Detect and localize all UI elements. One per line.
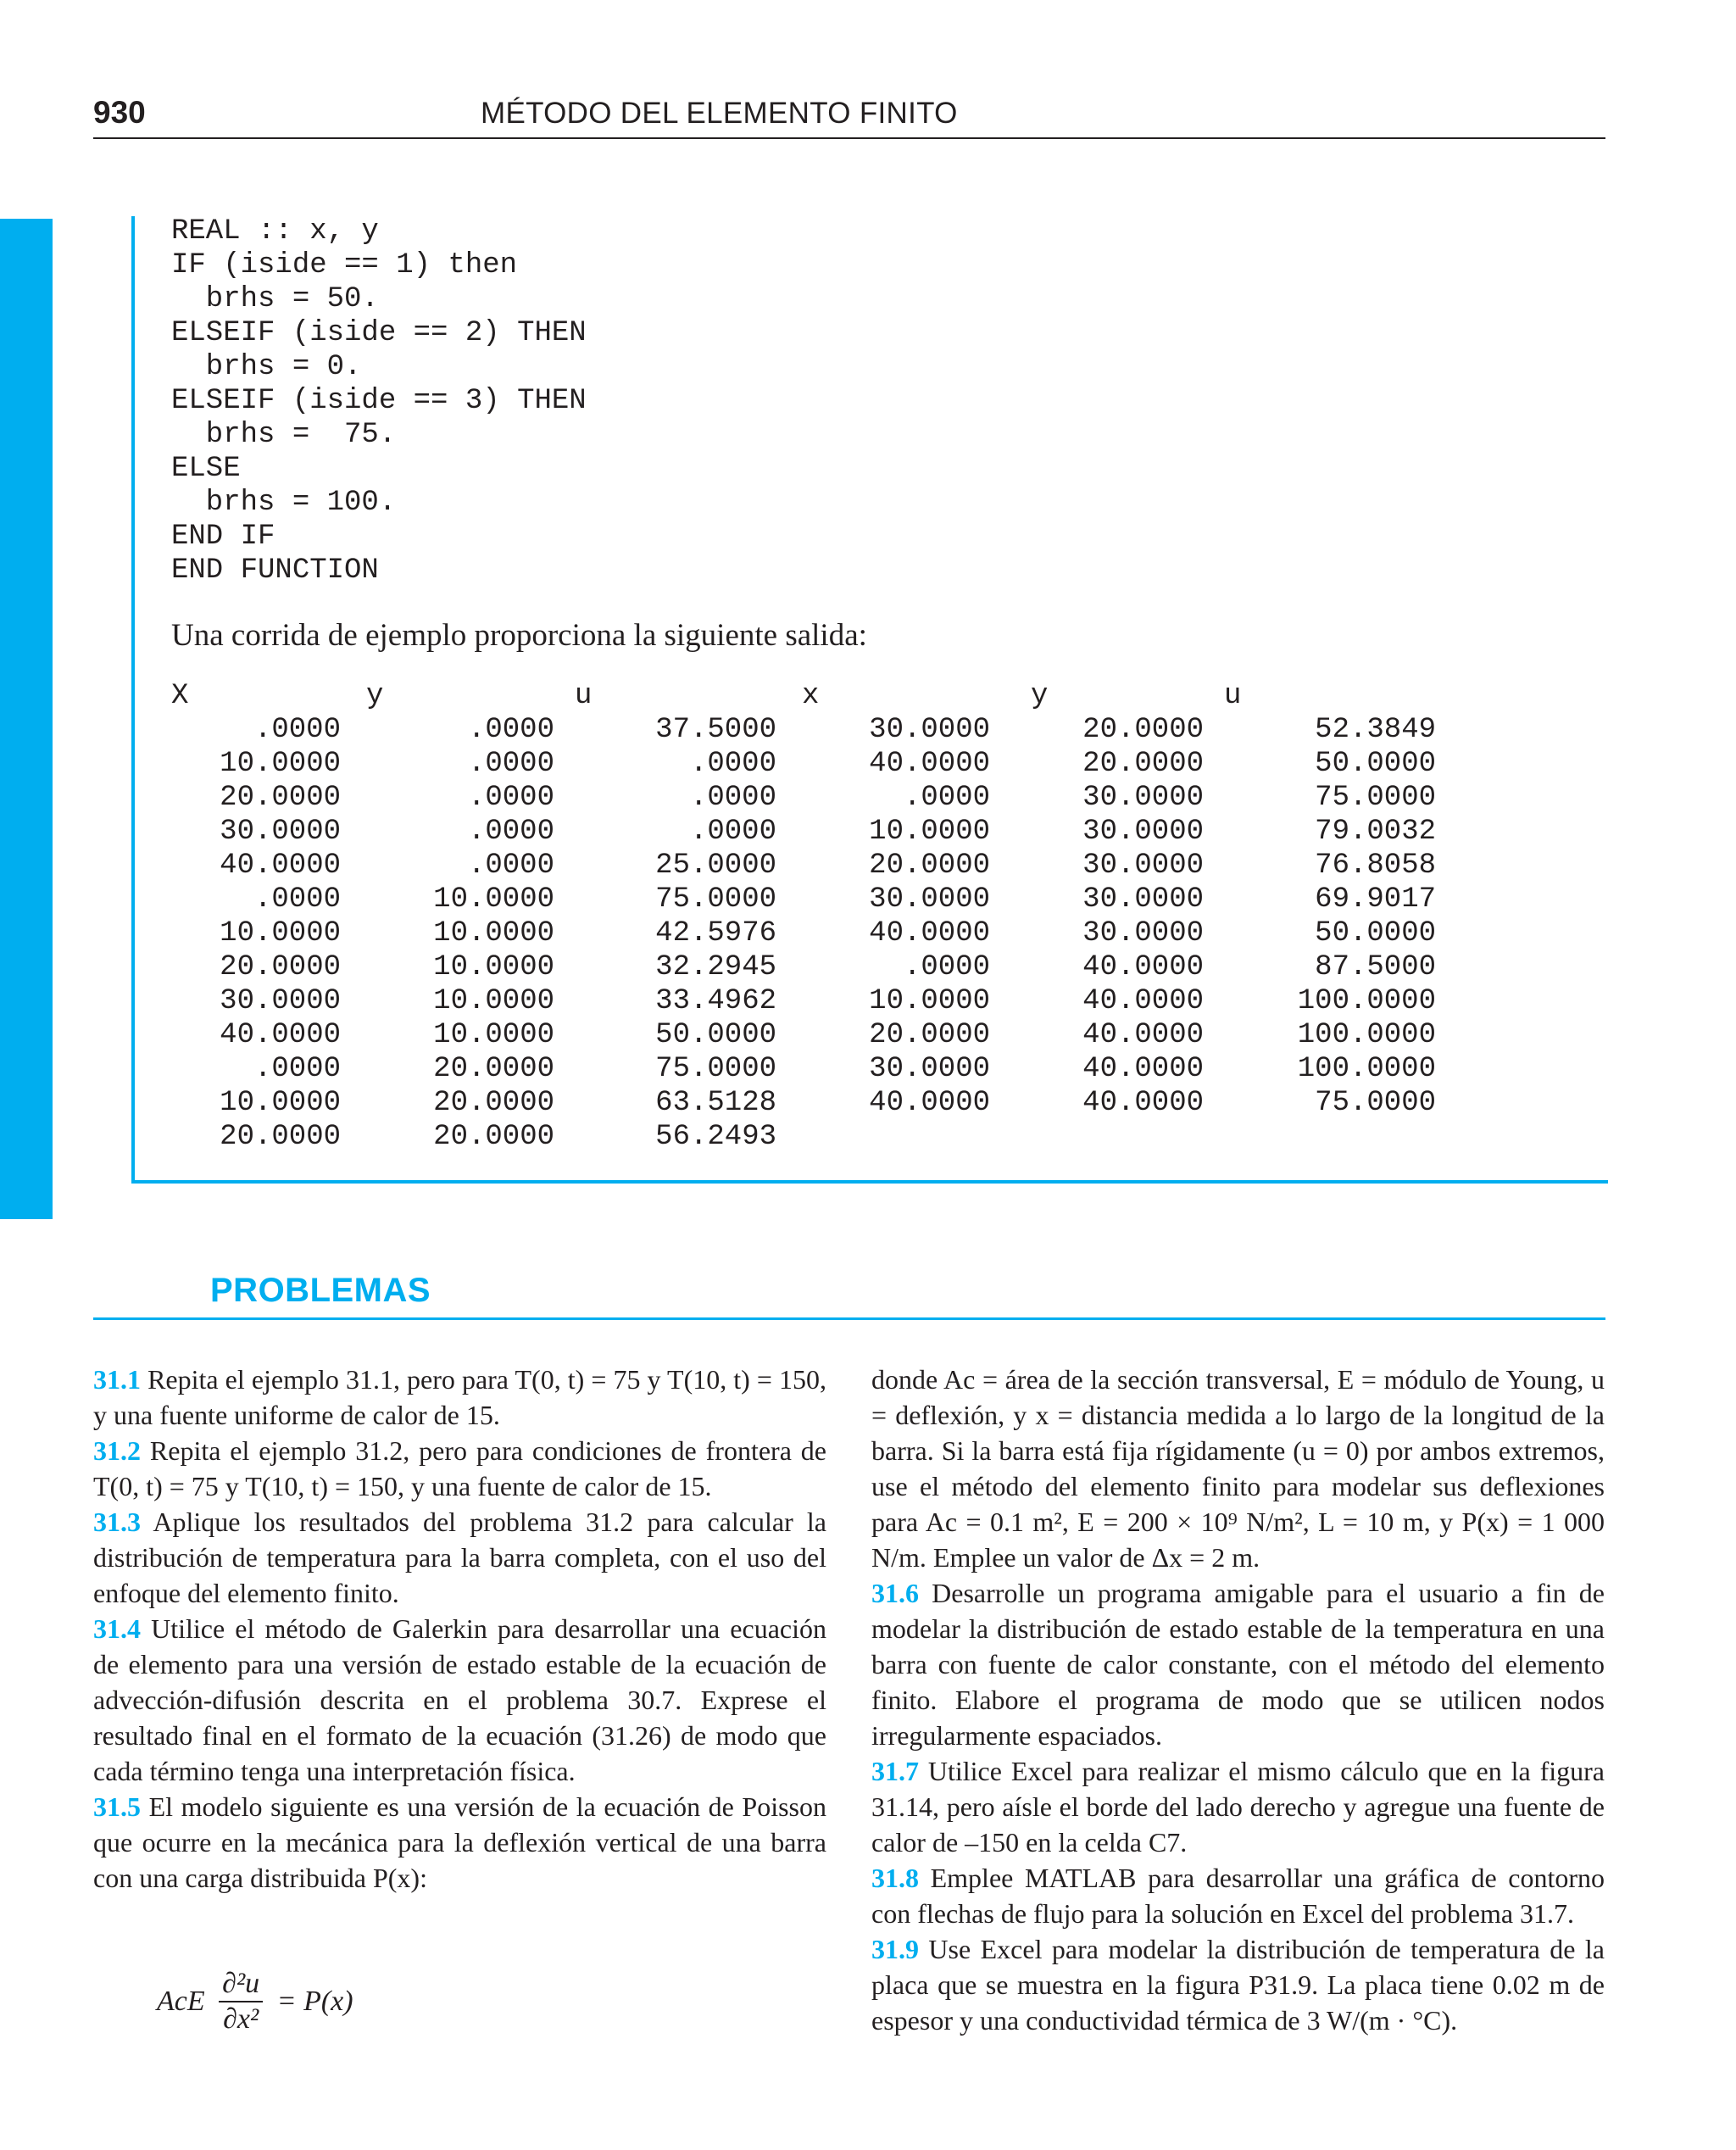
section-rule	[93, 1317, 1605, 1320]
equation-fraction	[219, 1967, 263, 2036]
table-row	[171, 713, 1436, 747]
code-line: brhs = 0.	[171, 351, 362, 383]
table-cell: 10.0000	[220, 917, 341, 950]
table-row	[171, 984, 1436, 1018]
table-cell: 37.5000	[655, 714, 776, 746]
table-cell: 50.0000	[1315, 917, 1436, 950]
table-cell: 10.0000	[433, 951, 554, 983]
table-cell: 20.0000	[220, 1121, 341, 1153]
code-line: REAL :: x, y	[171, 215, 379, 248]
table-cell: .0000	[903, 951, 990, 983]
problem-text: Aplique los resultados del problema 31.2 para calcular la distribución de temperatura para la barra completa, con el uso del enfoque del elemento finito.	[93, 1507, 827, 1608]
table-cell: 32.2945	[655, 951, 776, 983]
problem-text: El modelo siguiente es una versión de la ecuación de Poisson que ocurre en la mecánica para la deflexión vertical de una barra con una carga distribuida P(x):	[93, 1791, 826, 1893]
table-cell: 50.0000	[655, 1019, 776, 1051]
intro-text: Una corrida de ejemplo proporciona la siguiente salida:	[171, 618, 867, 653]
table-cell: .0000	[689, 816, 776, 848]
problem-31-4	[93, 1611, 826, 1789]
table-cell: 75.0000	[1315, 782, 1436, 814]
table-cell: 40.0000	[869, 917, 990, 950]
column-header: y	[1031, 680, 1049, 712]
page-number: 930	[93, 95, 146, 130]
table-cell: 20.0000	[869, 1019, 990, 1051]
table-cell: .0000	[689, 748, 776, 780]
code-line: ELSEIF (iside == 2) THEN	[171, 317, 587, 349]
table-cell: .0000	[467, 849, 554, 882]
problems-right-column	[871, 1362, 1605, 2038]
code-line: END FUNCTION	[171, 554, 379, 587]
column-header: y	[366, 680, 384, 712]
column-header: u	[575, 680, 593, 712]
problem-text: Repita el ejemplo 31.2, pero para condiciones de frontera de T(0, t) = 75 y T(10, t) = 150, y una fuente de calor de 15.	[93, 1435, 827, 1501]
table-cell: 40.0000	[220, 849, 341, 882]
problem-31-7	[871, 1753, 1605, 1860]
table-cell	[776, 1120, 990, 1154]
table-cell: 10.0000	[433, 1019, 554, 1051]
table-cell: .0000	[253, 883, 341, 916]
problem-text: Utilice Excel para realizar el mismo cálculo que en la figura 31.14, pero aísle el borde del lado derecho y agregue una fuente de calor de –150 en la celda C7.	[871, 1756, 1605, 1858]
equation-coefficient: AcE	[157, 1986, 205, 2017]
equation-denominator: ∂x²	[223, 2003, 259, 2035]
table-cell: 75.0000	[655, 1053, 776, 1085]
table-cell: 10.0000	[869, 816, 990, 848]
table-cell: .0000	[467, 748, 554, 780]
problem-number: 31.3	[93, 1507, 141, 1537]
problem-number: 31.1	[93, 1364, 141, 1395]
table-cell: 30.0000	[220, 985, 341, 1017]
problem-31-3	[93, 1504, 826, 1611]
table-cell: 75.0000	[1315, 1087, 1436, 1119]
table-cell: 30.0000	[1082, 849, 1204, 882]
table-row	[171, 815, 1436, 849]
problem-31-6	[871, 1575, 1605, 1753]
table-cell: 30.0000	[869, 714, 990, 746]
column-header: u	[1224, 680, 1242, 712]
table-cell: 20.0000	[220, 782, 341, 814]
problem-number: 31.7	[871, 1756, 919, 1786]
problems-left-column	[93, 1362, 826, 1896]
table-cell: 20.0000	[1082, 714, 1204, 746]
code-listing	[171, 214, 587, 588]
table-cell	[990, 1120, 1204, 1154]
problem-31-5-continuation: donde Ac = área de la sección transversal, E = módulo de Young, u = deflexión, y x = distancia medida a lo largo de la longitud de la barra. Si la barra está fija rígidamente (u = 0) por ambos extremos, use el método del elemento finito para modelar sus deflexiones para Ac = 0.1 m², E = 200 × 10⁹ N/m², L = 10 m, y P(x) = 1 000 N/m. Emplee un valor de Δx = 2 m.	[871, 1364, 1605, 1573]
table-cell: 10.0000	[220, 748, 341, 780]
table-cell: 40.0000	[1082, 951, 1204, 983]
table-cell: .0000	[689, 782, 776, 814]
table-cell: 10.0000	[220, 1087, 341, 1119]
table-cell: 87.5000	[1315, 951, 1436, 983]
equation-rhs: = P(x)	[276, 1986, 353, 2017]
table-row	[171, 916, 1436, 950]
table-cell: 20.0000	[1082, 748, 1204, 780]
side-accent-bar	[0, 219, 53, 1219]
table-cell: .0000	[903, 782, 990, 814]
running-title: MÉTODO DEL ELEMENTO FINITO	[481, 97, 958, 130]
code-line: brhs = 75.	[171, 419, 397, 451]
table-row	[171, 950, 1436, 984]
code-line: END IF	[171, 521, 275, 553]
table-cell: 30.0000	[220, 816, 341, 848]
problem-number: 31.4	[93, 1613, 141, 1644]
table-cell: 40.0000	[220, 1019, 341, 1051]
code-line: brhs = 100.	[171, 487, 397, 519]
problem-31-9	[871, 1931, 1605, 2038]
table-cell: 52.3849	[1315, 714, 1436, 746]
problem-31-5	[93, 1789, 826, 1896]
problem-text: Repita el ejemplo 31.1, pero para T(0, t) = 75 y T(10, t) = 150, y una fuente uniforme de calor de 15.	[93, 1364, 826, 1430]
table-cell: 69.9017	[1315, 883, 1436, 916]
code-line: IF (iside == 1) then	[171, 249, 518, 281]
table-cell: 40.0000	[1082, 985, 1204, 1017]
problem-number: 31.5	[93, 1791, 141, 1822]
table-cell: .0000	[467, 714, 554, 746]
table-cell: 33.4962	[655, 985, 776, 1017]
table-cell: 42.5976	[655, 917, 776, 950]
problem-text: Use Excel para modelar la distribución de temperatura de la placa que se muestra en la figura P31.9. La placa tiene 0.02 m de espesor y una conductividad térmica de 3 W/(m · °C).	[871, 1934, 1605, 2036]
table-row	[171, 883, 1436, 916]
table-cell: 30.0000	[1082, 883, 1204, 916]
table-cell: 40.0000	[1082, 1019, 1204, 1051]
problem-text: Utilice el método de Galerkin para desarrollar una ecuación de elemento para una versión de estado estable de la ecuación de advección-difusión descrita en el problema 30.7. Exprese el resultado final en el formato de la ecuación (31.26) de modo que cada término tenga una interpretación física.	[93, 1613, 827, 1786]
problem-31-8	[871, 1860, 1605, 1931]
table-cell: 56.2493	[655, 1121, 776, 1153]
section-title: PROBLEMAS	[210, 1272, 431, 1309]
column-header: x	[802, 680, 820, 712]
table-row	[171, 1052, 1436, 1086]
equation-numerator: ∂²u	[219, 1967, 263, 2002]
header-rule	[93, 137, 1605, 139]
problem-number: 31.6	[871, 1578, 919, 1608]
table-cell: 10.0000	[869, 985, 990, 1017]
table-cell: 20.0000	[869, 849, 990, 882]
table-row	[171, 849, 1436, 883]
table-cell: .0000	[253, 714, 341, 746]
problem-text: Desarrolle un programa amigable para el usuario a fin de modelar la distribución de estado estable de la temperatura en una barra con fuente de calor constante, con el método del elemento finito. Elabore el programa de modo que se utilicen nodos irregularmente espaciados.	[871, 1578, 1605, 1751]
table-cell: .0000	[467, 782, 554, 814]
table-cell: 25.0000	[655, 849, 776, 882]
table-cell: 10.0000	[433, 985, 554, 1017]
output-table	[171, 679, 1436, 1154]
problem-number: 31.9	[871, 1934, 919, 1964]
table-cell: 30.0000	[1082, 782, 1204, 814]
table-row	[171, 781, 1436, 815]
problem-text: Emplee MATLAB para desarrollar una gráfica de contorno con flechas de flujo para la solución en Excel del problema 31.7.	[871, 1863, 1605, 1929]
table-cell: 30.0000	[1082, 917, 1204, 950]
table-cell: 30.0000	[869, 883, 990, 916]
table-cell: 79.0032	[1315, 816, 1436, 848]
table-cell: 100.0000	[1297, 985, 1436, 1017]
table-cell: 75.0000	[655, 883, 776, 916]
table-cell: 40.0000	[869, 748, 990, 780]
table-header-row	[171, 679, 1436, 713]
table-cell: 100.0000	[1297, 1019, 1436, 1051]
table-cell: 20.0000	[433, 1087, 554, 1119]
table-cell: 30.0000	[869, 1053, 990, 1085]
table-row	[171, 1086, 1436, 1120]
table-cell: 76.8058	[1315, 849, 1436, 882]
table-cell: 20.0000	[433, 1053, 554, 1085]
table-cell: 40.0000	[1082, 1053, 1204, 1085]
table-cell: 10.0000	[433, 883, 554, 916]
table-cell: 40.0000	[869, 1087, 990, 1119]
table-cell: 30.0000	[1082, 816, 1204, 848]
problem-number: 31.8	[871, 1863, 919, 1893]
table-cell: 100.0000	[1297, 1053, 1436, 1085]
table-cell: .0000	[253, 1053, 341, 1085]
table-cell: .0000	[467, 816, 554, 848]
table-cell: 20.0000	[433, 1121, 554, 1153]
table-row	[171, 1120, 1436, 1154]
table-cell: 50.0000	[1315, 748, 1436, 780]
code-line: ELSEIF (iside == 3) THEN	[171, 385, 587, 417]
code-line: ELSE	[171, 453, 241, 485]
problem-31-2	[93, 1433, 826, 1504]
column-header: X	[171, 680, 189, 712]
problem-number: 31.2	[93, 1435, 141, 1466]
table-cell: 63.5128	[655, 1087, 776, 1119]
table-cell: 10.0000	[433, 917, 554, 950]
table-cell	[1204, 1120, 1436, 1154]
table-row	[171, 747, 1436, 781]
table-row	[171, 1018, 1436, 1052]
table-cell: 20.0000	[220, 951, 341, 983]
table-cell: 40.0000	[1082, 1087, 1204, 1119]
poisson-equation	[157, 1967, 353, 2036]
problem-31-1	[93, 1362, 826, 1433]
code-line: brhs = 50.	[171, 283, 379, 315]
